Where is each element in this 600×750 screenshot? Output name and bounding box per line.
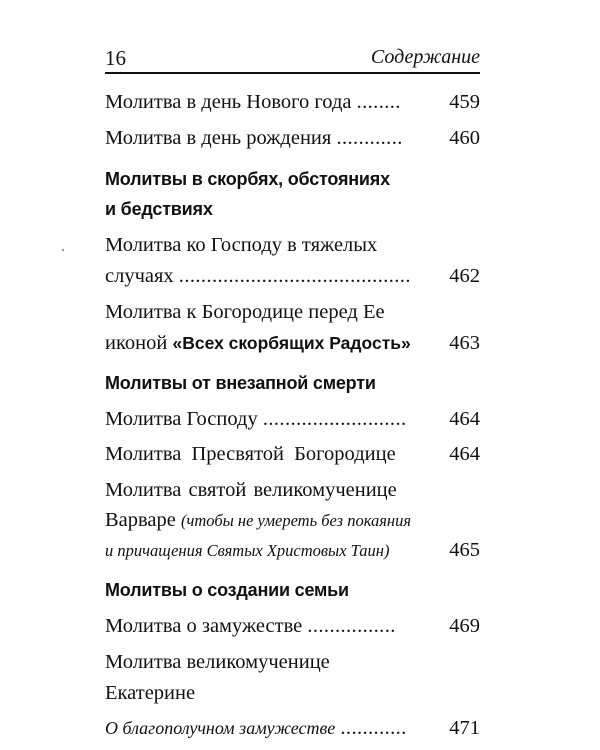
toc-entry-title: иконой <box>105 332 168 354</box>
toc-entry-title: Молитва в день рождения <box>105 127 332 149</box>
toc-entry-title: Молитва в день Нового года <box>105 91 352 113</box>
toc-page-number: 464 <box>449 443 480 465</box>
page-header <box>105 42 480 74</box>
toc-entry-title: Молитва Пресвятой Богородице <box>105 443 396 465</box>
toc-entry-marriage <box>105 610 480 642</box>
toc-entry-theotokos-icon-line2 <box>105 327 480 359</box>
toc-page-number: 463 <box>449 332 480 354</box>
toc-entry-barbara-line1: Молитва святой великомученице <box>105 479 397 501</box>
toc-entry-catherine-line3 <box>105 712 480 744</box>
toc-entry-note: (чтобы не умереть без покаяния <box>181 511 412 530</box>
toc-entry-theotokos-icon-line1: Молитва к Богородице перед Ее <box>105 301 385 323</box>
running-title: Содержание <box>370 46 480 68</box>
toc-entry-subtitle: О благополучном замужестве <box>105 718 336 738</box>
toc-entry-title: Варваре <box>105 509 176 531</box>
toc-entry-barbara-line3 <box>105 534 480 566</box>
toc-leader-dots: ............ <box>336 127 403 149</box>
toc-entry-title: Молитва о замужестве <box>105 615 303 637</box>
toc-entry-birthday <box>105 122 480 154</box>
toc-entry-lord-hard-cases-line1: Молитва ко Господу в тяжелых <box>105 234 378 256</box>
toc-entry-catherine-line1: Молитва великомученице <box>105 651 330 673</box>
toc-entry-lord-hard-cases-line2 <box>105 260 480 292</box>
section-heading-sorrows-line2: и бедствиях <box>105 199 213 219</box>
toc-page-number: 464 <box>449 408 480 430</box>
toc-leader-dots: ........ <box>356 91 401 113</box>
toc-entry-lord <box>105 403 480 435</box>
toc-entry-title: Молитва Господу <box>105 408 258 430</box>
toc-leader-dots: .......................................... <box>178 265 411 287</box>
toc-entry-barbara-line2 <box>105 504 480 536</box>
toc-page-number: 471 <box>449 717 480 739</box>
toc-page-number: 469 <box>449 615 480 637</box>
toc-page-number: 459 <box>449 91 480 113</box>
icon-name-bold: «Всех скорбящих Радость» <box>172 333 411 353</box>
toc-page-number: 462 <box>449 265 480 287</box>
toc-entry-catherine-line2: Екатерине <box>105 682 196 704</box>
toc-page-number: 460 <box>449 127 480 149</box>
toc-leader-dots: ............ <box>340 717 407 739</box>
toc-entry-title: случаях <box>105 265 174 287</box>
toc-entry-most-holy-theotokos <box>105 438 480 470</box>
toc-entry-note: и причащения Святых Христовых Таин) <box>105 541 390 560</box>
stray-print-mark <box>62 249 64 251</box>
section-heading-sudden-death: Молитвы от внезапной смерти <box>105 373 376 393</box>
toc-page-number: 465 <box>449 539 480 561</box>
section-heading-sorrows-line1: Молитвы в скорбях, обстояниях <box>105 169 390 189</box>
page-number: 16 <box>105 46 126 70</box>
toc-leader-dots: .......................... <box>262 408 407 430</box>
toc-entry-new-year <box>105 86 480 118</box>
toc-leader-dots: ................ <box>307 615 396 637</box>
section-heading-family: Молитвы о создании семьи <box>105 580 349 600</box>
